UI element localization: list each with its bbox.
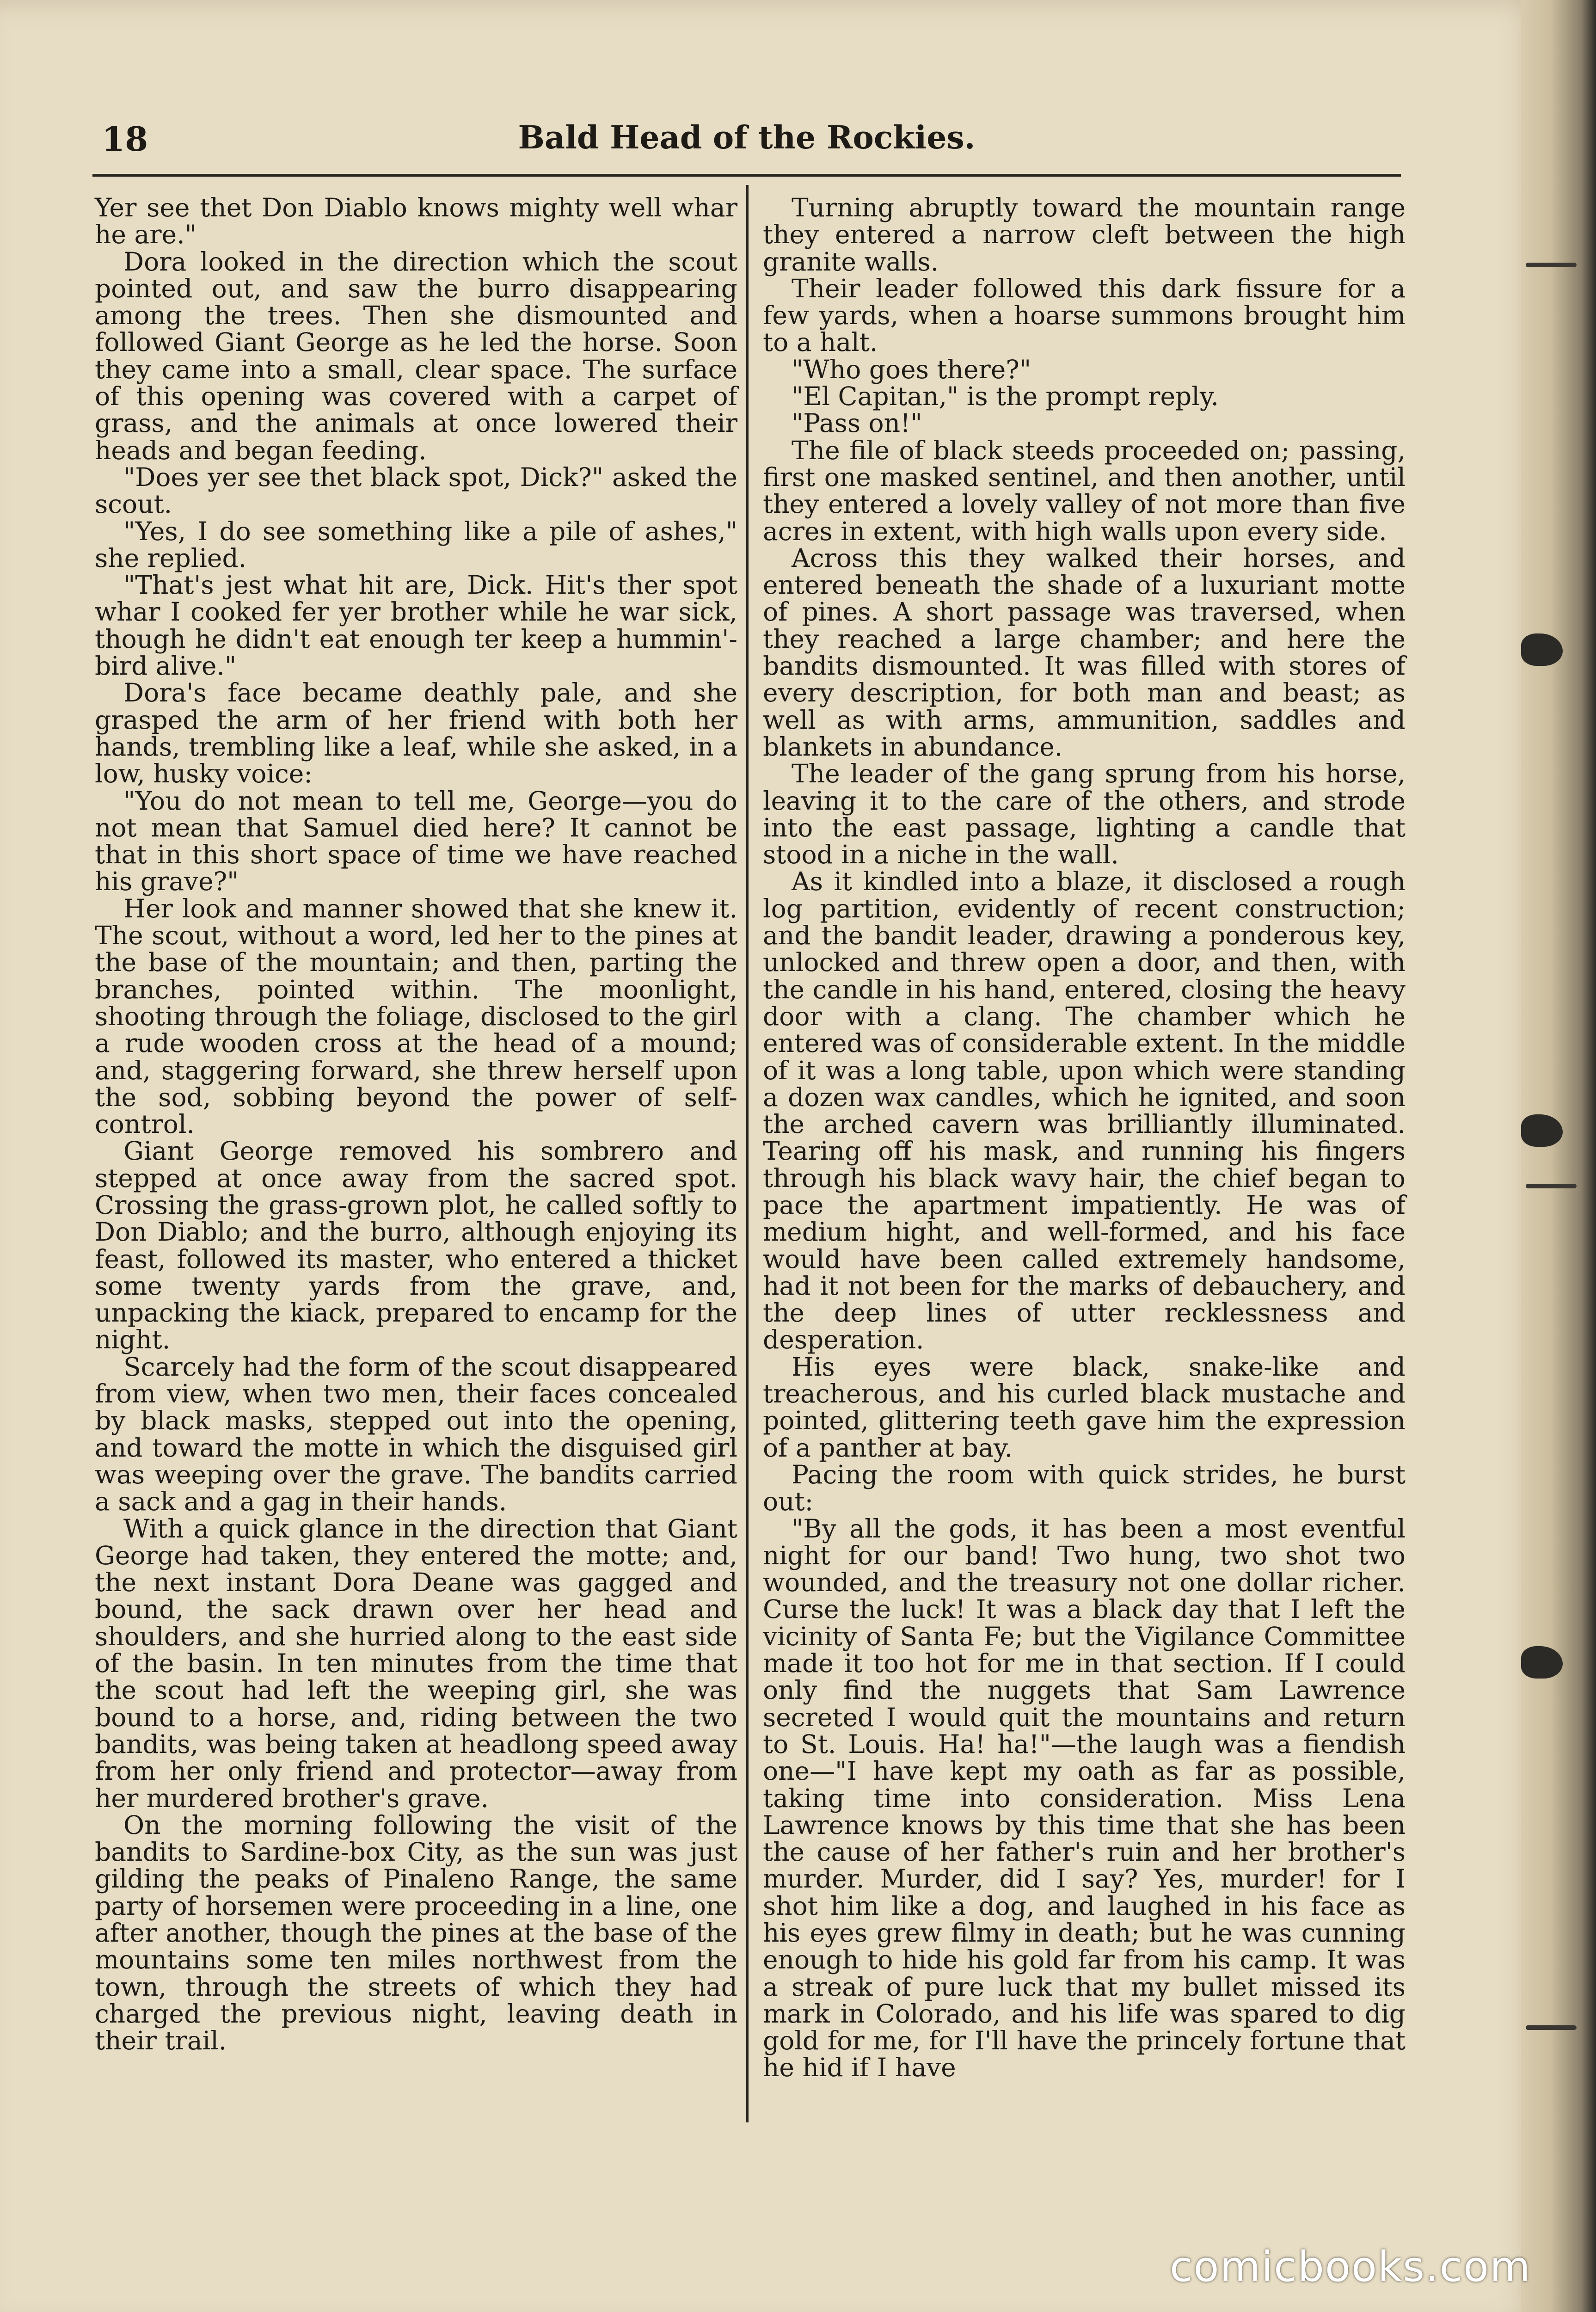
page-number: 18 <box>102 119 148 159</box>
paragraph: "Yes, I do see something like a pile of ashes," she replied. <box>95 516 737 573</box>
paragraph: His eyes were black, snake-like and treacherous, and his curled black mustache and pointed, glittering teeth gave him the expression of a panther at bay. <box>763 1352 1406 1463</box>
paragraph: Their leader followed this dark fissure for a few yards, when a hoarse summons brought him to a halt. <box>763 273 1406 357</box>
left-column <box>95 194 737 2054</box>
running-title: Bald Head of the Rockies. <box>518 119 976 156</box>
paragraph: "El Capitan," is the prompt reply. <box>792 381 1219 412</box>
paragraph: "Pass on!" <box>792 408 922 438</box>
paragraph: Across this they walked their horses, and entered beneath the shade of a luxuriant motte of pines. A short passage was traversed, when they reached a large chamber; and here the bandits dismounted. It was filled with stores of every description, for both man and beast; as well as with arms, ammunition, saddles and blankets in abundance. <box>763 543 1406 762</box>
paragraph: Giant George removed his sombrero and stepped at once away from the sacred spot. Crossing the grass-grown plot, he called softly to Don Diablo; and the burro, although enjoying its feast, followed its master, who entered a thicket some twenty yards from the grave, and, unpacking the kiack, prepared to encamp for the night. <box>95 1136 737 1355</box>
paragraph: "Who goes there?" <box>792 354 1031 384</box>
paragraph: The file of black steeds proceeded on; passing, first one masked sentinel, and then another, until they entered a lovely valley of not more than five acres in extent, with high walls upon every side. <box>763 435 1406 546</box>
paragraph: Dora looked in the direction which the scout pointed out, and saw the burro disappearing among the trees. Then she dismounted and followed Giant George as he led the horse. Soon they came into a small, clear space. The surface of this opening was covered with a carpet of grass, and the animals at once lowered their heads and began feeding. <box>95 246 737 465</box>
column-divider <box>746 185 749 2122</box>
paragraph: Yer see thet Don Diablo knows mighty well whar he are." <box>95 193 737 250</box>
staple-mark <box>1526 2025 1577 2030</box>
paragraph: Dora's face became deathly pale, and she grasped the arm of her friend with both her hands, trembling like a leaf, while she asked, in a low, husky voice: <box>95 678 737 789</box>
staple-mark <box>1526 263 1577 267</box>
staple-mark <box>1526 1184 1577 1188</box>
paragraph: "By all the gods, it has been a most eventful night for our band! Two hung, two shot two wounded, and the treasury not one dollar richer. Curse the luck! It was a black day that I left the vicinity of Santa Fe; but the Vigilance Committee made it too hot for me in that section. If I could only find the nuggets that Sam Lawrence secreted I would quit the mountains and return to St. Louis. Ha! ha!"—the laugh was a fiendish one—"I have kept my oath as far as possible, taking time into consideration. Miss Lena Lawrence knows by this time that she has been the cause of her father's ruin and her brother's murder. Murder, did I say? Yes, murder! for I shot him like a dog, and laughed in his face as his eyes grew filmy in death; but he was cunning enough to hide his gold far from his camp. It was a streak of pure luck that my bullet missed its mark in Colorado, and his life was spared to dig gold for me, for I'll have the princely fortune that he hid if I have <box>763 1513 1406 2083</box>
binding-spine <box>1521 0 1596 2312</box>
paragraph: "That's jest what hit are, Dick. Hit's ther spot whar I cooked fer yer brother while he war sick, though he didn't eat enough ter keep a hummin'-bird alive." <box>95 570 737 681</box>
paragraph: On the morning following the visit of the bandits to Sardine-box City, as the sun was just gilding the peaks of Pinaleno Range, the same party of horsemen were proceeding in a line, one after another, though the pines at the base of the mountains some ten miles northwest from the town, through the streets of which they had charged the previous night, leaving death in their trail. <box>95 1810 737 2056</box>
page-header <box>92 111 1401 162</box>
paragraph: The leader of the gang sprung from his horse, leaving it to the care of the others, and strode into the east passage, lighting a candle that stood in a niche in the wall. <box>763 759 1406 870</box>
paragraph: Pacing the room with quick strides, he burst out: <box>763 1459 1406 1517</box>
paragraph: "You do not mean to tell me, George—you do not mean that Samuel died here? It cannot be that in this short space of time we have reached his grave?" <box>95 786 737 897</box>
paragraph: Her look and manner showed that she knew it. The scout, without a word, led her to the pines at the base of the mountain; and then, parting the branches, pointed within. The moonlight, shooting through the foliage, disclosed to the girl a rude wooden cross at the head of a mound; and, staggering forward, she threw herself upon the sod, sobbing beyond the power of self-control. <box>95 893 737 1139</box>
paragraph: Scarcely had the form of the scout disappeared from view, when two men, their faces concealed by black masks, stepped out into the opening, and toward the motte in which the disguised girl was weeping over the grave. The bandits carried a sack and a gag in their hands. <box>95 1352 737 1517</box>
paragraph: "Does yer see thet black spot, Dick?" asked the scout. <box>95 462 737 519</box>
site-watermark: comicbooks.com <box>1170 2243 1531 2291</box>
right-column <box>763 194 1406 2081</box>
header-rule <box>92 174 1401 177</box>
paragraph: Turning abruptly toward the mountain range they entered a narrow cleft between the high granite walls. <box>763 193 1406 277</box>
paragraph: As it kindled into a blaze, it disclosed a rough log partition, evidently of recent construction; and the bandit leader, drawing a ponderous key, unlocked and threw open a door, and then, with the candle in his hand, entered, closing the heavy door with a clang. The chamber which he entered was of considerable extent. In the middle of it was a long table, upon which were standing a dozen wax candles, which he ignited, and soon the arched cavern was brilliantly illuminated. Tearing off his mask, and running his fingers through his black wavy hair, the chief began to pace the apartment impatiently. He was of medium hight, and well-formed, and his face would have been called extremely handsome, had it not been for the marks of debauchery, and the deep lines of utter recklessness and desperation. <box>763 867 1406 1355</box>
paragraph: With a quick glance in the direction that Giant George had taken, they entered the motte; and, the next instant Dora Deane was gagged and bound, the sack drawn over her head and shoulders, and she hurried along to the east side of the basin. In ten minutes from the time that the scout had left the weeping girl, she was bound to a horse, and, riding between the two bandits, was being taken at headlong speed away from her only friend and protector—away from her murdered brother's grave. <box>95 1513 737 1813</box>
